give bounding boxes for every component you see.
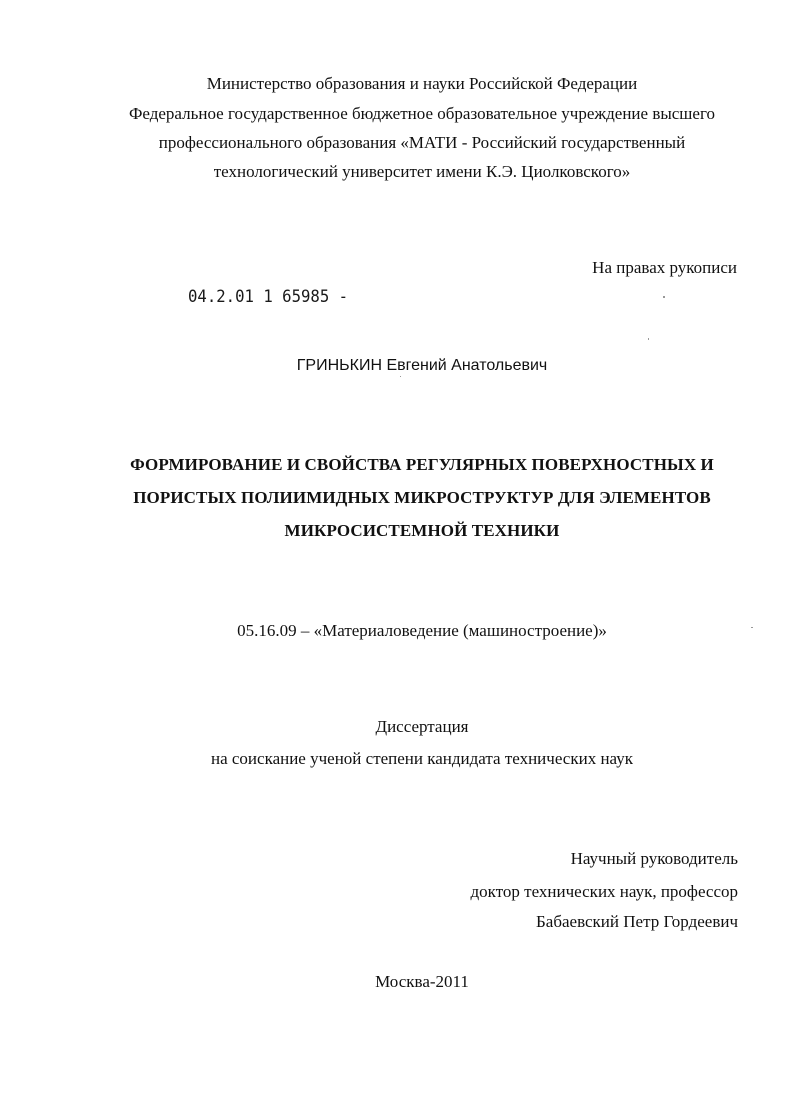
institution-line-1: Федеральное государственное бюджетное образовательное учреждение высшего xyxy=(128,104,715,123)
dissertation-title-line-3: МИКРОСИСТЕМНОЙ ТЕХНИКИ xyxy=(284,521,560,540)
supervisor-credentials: доктор технических наук, профессор xyxy=(470,882,738,901)
registration-stamp: 04.2.01 1 65985 - xyxy=(188,287,349,307)
city-year: Москва-2011 xyxy=(375,972,469,991)
scan-speck xyxy=(648,338,649,340)
specialty-code: 05.16.09 – «Материаловедение (машиностроение)» xyxy=(237,621,607,640)
rights-note: На правах рукописи xyxy=(592,258,737,277)
institution-line-3: технологический университет имени К.Э. Циолковского» xyxy=(213,162,631,181)
scan-speck xyxy=(751,627,753,628)
work-type: Диссертация xyxy=(375,717,469,736)
dissertation-title-line-1: ФОРМИРОВАНИЕ И СВОЙСТВА РЕГУЛЯРНЫХ ПОВЕРХНОСТНЫХ И xyxy=(130,455,714,474)
scan-speck xyxy=(663,296,665,298)
supervisor-name: Бабаевский Петр Гордеевич xyxy=(536,912,738,931)
supervisor-label: Научный руководитель xyxy=(570,849,738,868)
ministry-line: Министерство образования и науки Российской Федерации xyxy=(206,74,638,93)
degree-line: на соискание ученой степени кандидата технических наук xyxy=(210,749,633,768)
author-name: ГРИНЬКИН Евгений Анатольевич xyxy=(296,357,548,374)
institution-line-2: профессионального образования «МАТИ - Российский государственный xyxy=(158,133,686,152)
dissertation-title-line-2: ПОРИСТЫХ ПОЛИИМИДНЫХ МИКРОСТРУКТУР ДЛЯ ЭЛЕМЕНТОВ xyxy=(133,488,711,507)
scan-speck xyxy=(400,376,401,377)
